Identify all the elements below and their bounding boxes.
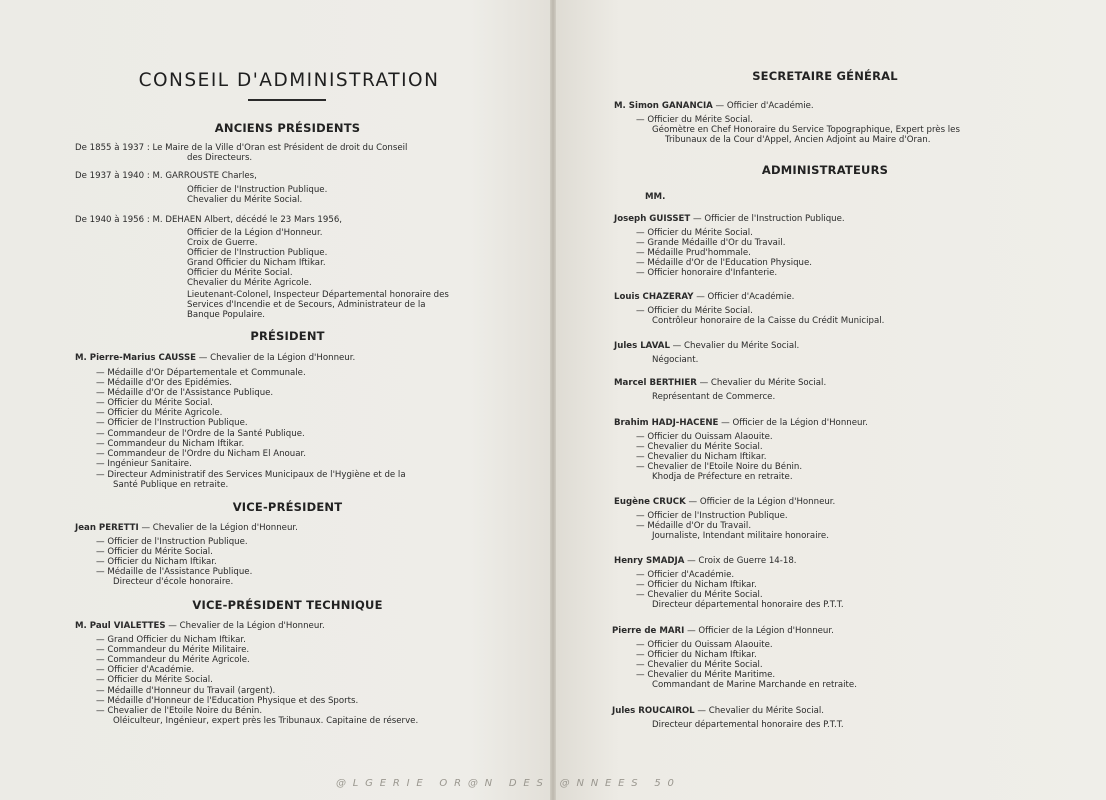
text-line: Commandant de Marine Marchande en retraite. (652, 680, 857, 690)
text-line: De 1855 à 1937 : Le Maire de la Ville d'Oran est Président de droit du Conseil (75, 143, 408, 153)
text-line: — Commandeur de l'Ordre du Nicham El Anouar. (96, 449, 306, 459)
text-line: Chevalier du Mérite Social. (187, 195, 303, 205)
heading-secretaire-general: SECRETAIRE GÉNÉRAL (752, 69, 898, 83)
text-line: — Chevalier du Mérite Social. (636, 660, 763, 670)
text-line: Croix de Guerre. (187, 238, 258, 248)
member-title: — Croix de Guerre 14-18. (684, 556, 797, 566)
text-line: — Chevalier de l'Etoile Noire du Bénin. (636, 462, 803, 472)
member-entry (614, 378, 826, 388)
text-line: — Officier honoraire d'Infanterie. (636, 268, 778, 278)
member-name: Pierre de MARI (612, 626, 685, 636)
text-line: Banque Populaire. (187, 310, 265, 320)
member-title: — Officier de la Légion d'Honneur. (685, 497, 836, 507)
text-line: — Médaille d'Or du Travail. (636, 521, 752, 531)
text-line: — Médaille d'Honneur de l'Education Physique et des Sports. (96, 696, 359, 706)
text-line: — Grande Médaille d'Or du Travail. (636, 238, 786, 248)
text-line: Grand Officier du Nicham Iftikar. (187, 258, 326, 268)
text-line: Oléiculteur, Ingénieur, expert près les Tribunaux. Capitaine de réserve. (113, 716, 419, 726)
text-line: des Directeurs. (187, 153, 253, 163)
member-title: — Officier d'Académie. (712, 101, 814, 111)
member-entry (614, 418, 868, 428)
text-line: — Médaille d'Honneur du Travail (argent). (96, 686, 276, 696)
heading-administrateurs: ADMINISTRATEURS (761, 163, 889, 177)
vice-president-entry (75, 523, 298, 533)
text-line: — Officier du Mérite Social. (96, 675, 213, 685)
mm-label: MM. (645, 192, 666, 202)
text-line: — Grand Officier du Nicham Iftikar. (96, 635, 246, 645)
text-line: — Médaille de l'Assistance Publique. (96, 567, 253, 577)
text-line: — Médaille d'Or Départementale et Communale. (96, 368, 306, 378)
member-entry (612, 626, 834, 636)
text-line: — Médaille Prud'hommale. (636, 248, 751, 258)
text-line: Officier du Mérite Social. (187, 268, 293, 278)
text-line: — Officier d'Académie. (636, 570, 735, 580)
text-line: Géomètre en Chef Honoraire du Service Topographique, Expert près les (652, 125, 960, 135)
text-line: Directeur départemental honoraire des P.T.T. (652, 600, 844, 610)
text-line: — Officier du Ouissam Alaouite. (636, 640, 773, 650)
member-title: — Chevalier du Mérite Social. (669, 341, 800, 351)
heading-president: PRÉSIDENT (250, 329, 325, 343)
text-line: De 1937 à 1940 : M. GARROUSTE Charles, (75, 171, 257, 181)
text-line: — Médaille d'Or de l'Assistance Publique. (96, 388, 274, 398)
member-title: — Chevalier de la Légion d'Honneur. (196, 353, 356, 363)
text-line: Contrôleur honoraire de la Caisse du Crédit Municipal. (652, 316, 885, 326)
member-name: M. Simon GANANCIA (614, 101, 713, 111)
text-line: — Chevalier de l'Etoile Noire du Bénin. (96, 706, 263, 716)
text-line: — Médaille d'Or de l'Education Physique. (636, 258, 813, 268)
text-line: — Chevalier du Nicham Iftikar. (636, 452, 767, 462)
member-title: — Officier de la Légion d'Honneur. (684, 626, 834, 636)
text-line: — Officier du Nicham Iftikar. (96, 557, 217, 567)
text-line: Directeur d'école honoraire. (113, 577, 234, 587)
member-title: — Officier d'Académie. (693, 292, 795, 302)
member-name: Henry SMADJA (614, 556, 685, 566)
title-underline (248, 99, 326, 101)
member-entry (614, 292, 794, 302)
vice-president-technique-entry (75, 621, 325, 631)
text-line: Chevalier du Mérite Agricole. (187, 278, 312, 288)
text-line: — Commandeur du Mérite Agricole. (96, 655, 250, 665)
member-title: — Officier de la Légion d'Honneur. (718, 418, 868, 428)
member-title: — Chevalier du Mérite Social. (696, 378, 827, 388)
text-line: Tribunaux de la Cour d'Appel, Ancien Adjoint au Maire d'Oran. (665, 135, 931, 145)
member-name: Jules ROUCAIROL (612, 706, 695, 716)
member-entry (614, 214, 845, 224)
text-line: — Officier du Mérite Social. (636, 115, 753, 125)
member-name: Jules LAVAL (614, 341, 670, 351)
member-title: — Chevalier de la Légion d'Honneur. (138, 523, 298, 533)
text-line: Représentant de Commerce. (652, 392, 776, 402)
text-line: — Chevalier du Mérite Social. (636, 442, 763, 452)
text-line: — Officier du Ouissam Alaouite. (636, 432, 773, 442)
text-line: — Officier du Nicham Iftikar. (636, 650, 757, 660)
text-line: — Officier de l'Instruction Publique. (636, 511, 788, 521)
member-name: Jean PERETTI (75, 523, 139, 533)
member-entry (614, 497, 835, 507)
text-line: — Chevalier du Mérite Maritime. (636, 670, 776, 680)
watermark-text: @LGERIE OR@N DES @NNEES 50 (336, 778, 681, 789)
member-title: — Chevalier de la Légion d'Honneur. (165, 621, 325, 631)
text-line: Négociant. (652, 355, 699, 365)
member-name: Marcel BERTHIER (614, 378, 697, 388)
heading-anciens-presidents: ANCIENS PRÉSIDENTS (214, 121, 361, 135)
member-entry (612, 706, 824, 716)
text-line: — Officier du Mérite Agricole. (96, 408, 223, 418)
text-line: Directeur départemental honoraire des P.T.T. (652, 720, 844, 730)
text-line: — Commandeur de l'Ordre de la Santé Publique. (96, 429, 305, 439)
text-line: Lieutenant-Colonel, Inspecteur Départemental honoraire des (187, 290, 449, 300)
text-line: — Directeur Administratif des Services Municipaux de l'Hygiène et de la (96, 470, 406, 480)
text-line: De 1940 à 1956 : M. DEHAEN Albert, décédé le 23 Mars 1956, (75, 215, 343, 225)
member-name: Joseph GUISSET (614, 214, 691, 224)
heading-vice-president-technique: VICE-PRÉSIDENT TECHNIQUE (192, 598, 383, 612)
text-line: Santé Publique en retraite. (113, 480, 229, 490)
text-line: Services d'Incendie et de Secours, Administrateur de la (187, 300, 426, 310)
member-name: M. Pierre-Marius CAUSSE (75, 353, 197, 363)
text-line: Officier de l'Instruction Publique. (187, 185, 328, 195)
member-entry (614, 556, 797, 566)
member-entry (614, 341, 799, 351)
text-line: — Officier de l'Instruction Publique. (96, 537, 248, 547)
text-line: Officier de la Légion d'Honneur. (187, 228, 323, 238)
text-line: — Officier du Mérite Social. (96, 398, 213, 408)
member-name: Eugène CRUCK (614, 497, 686, 507)
heading-vice-president: VICE-PRÉSIDENT (232, 500, 343, 514)
text-line: — Officier d'Académie. (96, 665, 195, 675)
member-title: — Chevalier du Mérite Social. (694, 706, 824, 716)
text-line: — Officier de l'Instruction Publique. (96, 418, 248, 428)
text-line: — Ingénieur Sanitaire. (96, 459, 192, 469)
text-line: — Chevalier du Mérite Social. (636, 590, 763, 600)
text-line: — Officier du Mérite Social. (636, 306, 753, 316)
text-line: — Officier du Mérite Social. (96, 547, 213, 557)
text-line: — Commandeur du Mérite Militaire. (96, 645, 250, 655)
member-name: M. Paul VIALETTES (75, 621, 166, 631)
text-line: — Médaille d'Or des Epidémies. (96, 378, 232, 388)
member-name: Louis CHAZERAY (614, 292, 694, 302)
secretaire-entry (614, 101, 814, 111)
text-line: — Commandeur du Nicham Iftikar. (96, 439, 245, 449)
president-entry (75, 353, 355, 363)
text-line: — Officier du Mérite Social. (636, 228, 753, 238)
text-line: Officier de l'Instruction Publique. (187, 248, 328, 258)
member-name: Brahim HADJ-HACENE (614, 418, 719, 428)
book-gutter (550, 0, 556, 800)
member-title: — Officier de l'Instruction Publique. (690, 214, 845, 224)
text-line: Journaliste, Intendant militaire honoraire. (652, 531, 829, 541)
text-line: — Officier du Nicham Iftikar. (636, 580, 757, 590)
document-title: CONSEIL D'ADMINISTRATION (138, 70, 440, 91)
text-line: Khodja de Préfecture en retraite. (652, 472, 793, 482)
